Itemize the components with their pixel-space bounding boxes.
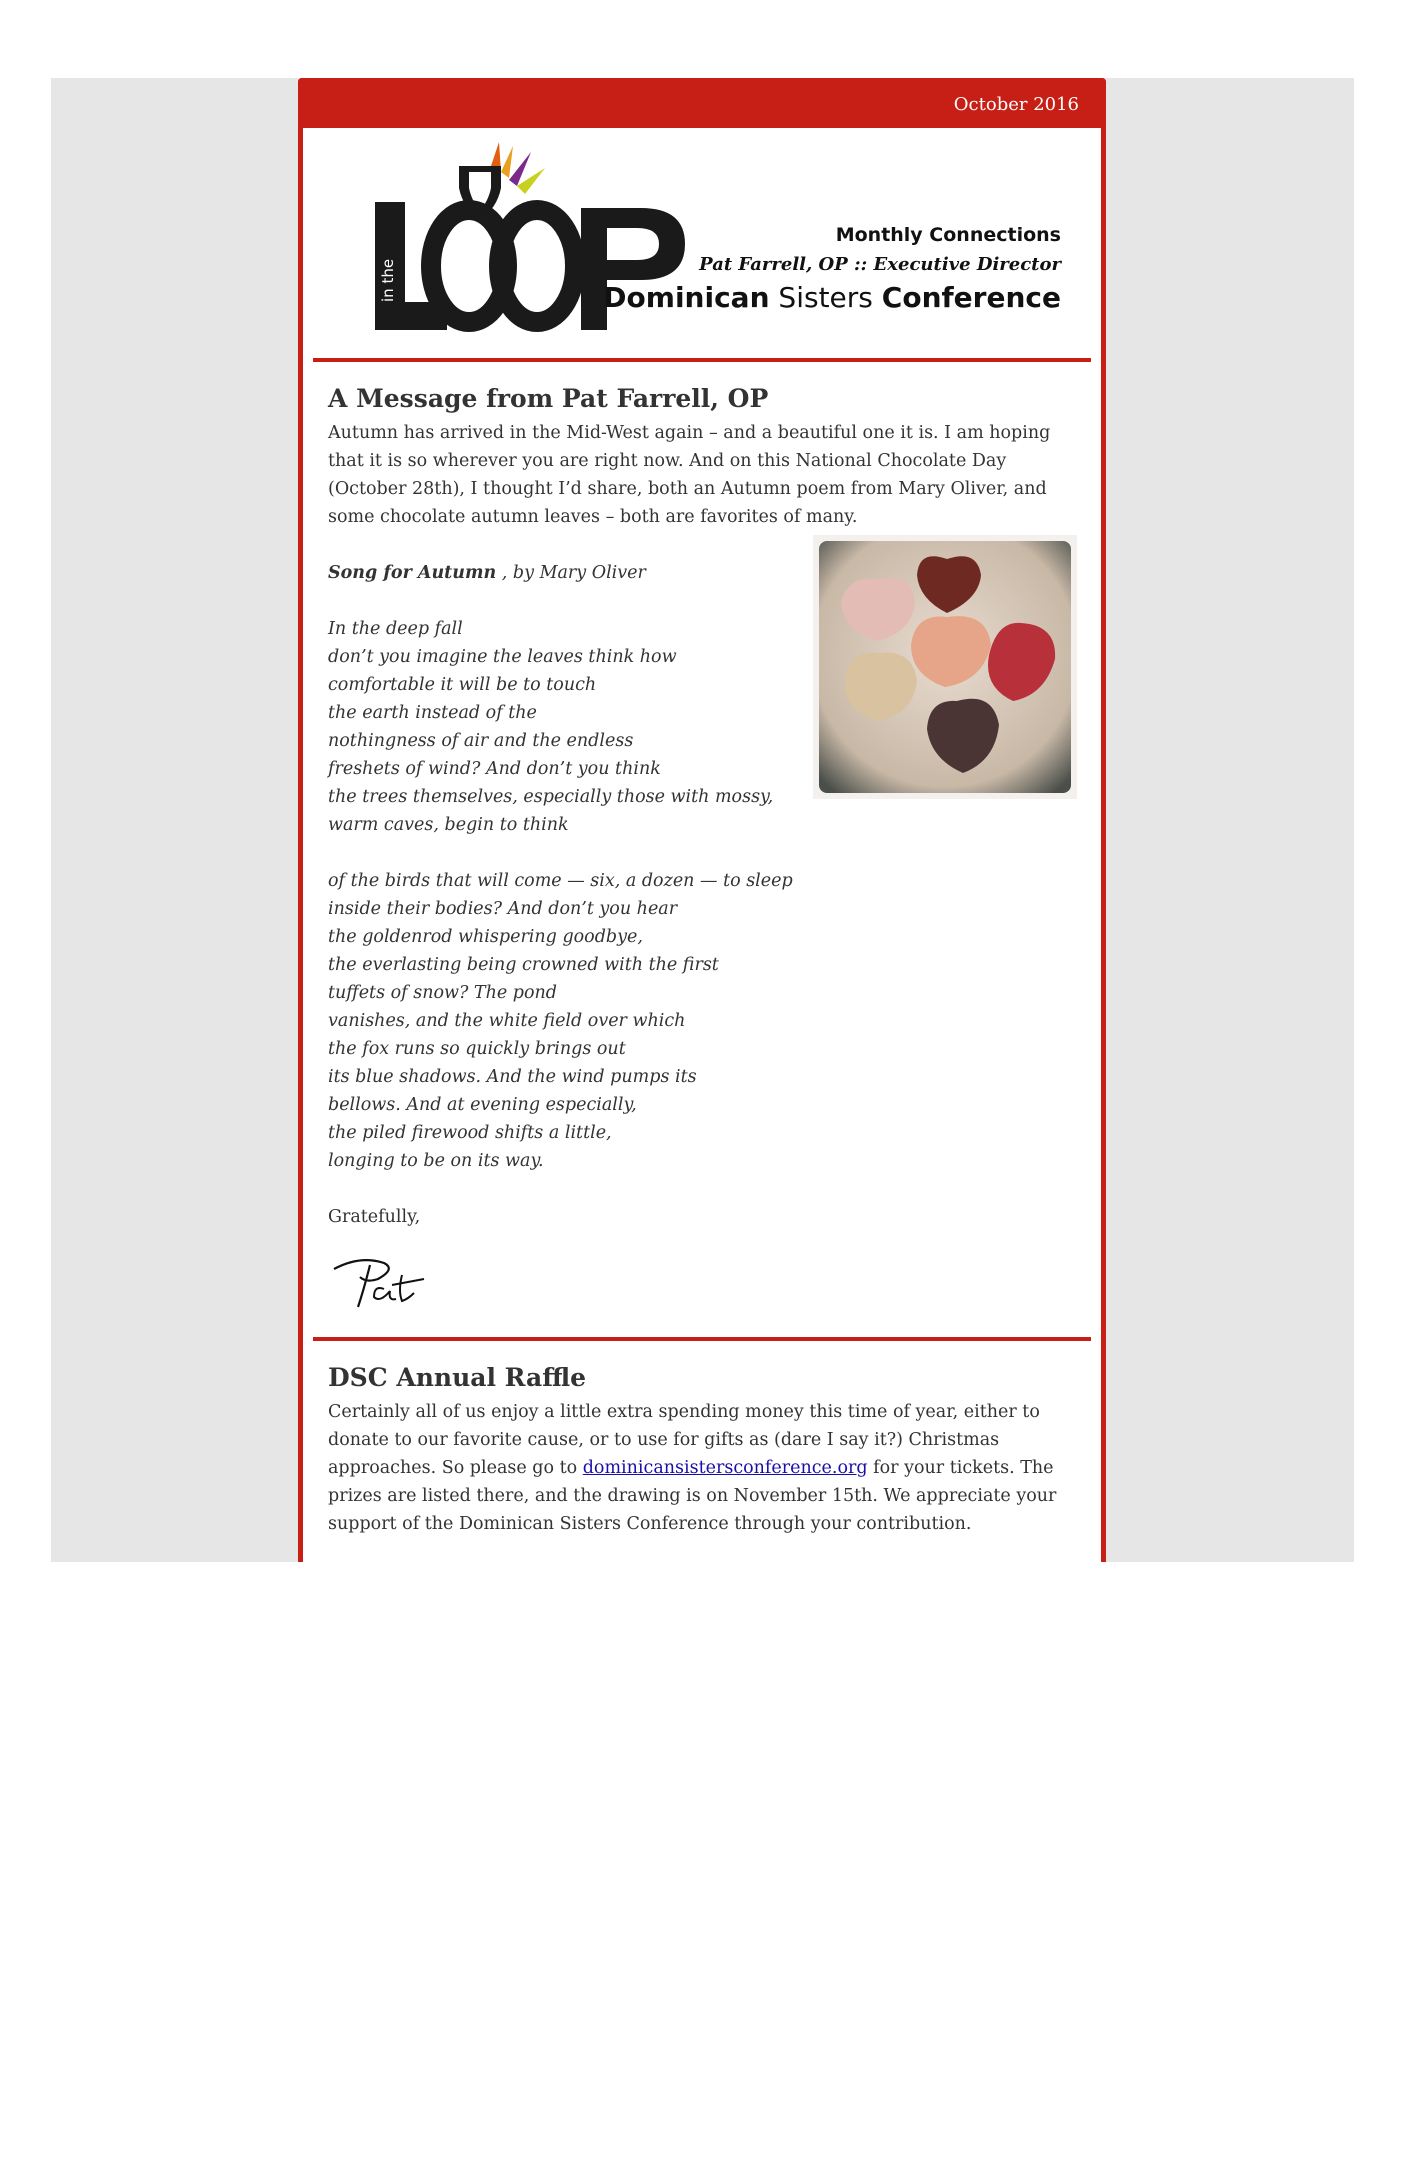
poem-line: of the birds that will come — six, a dozen — to sleep — [328, 871, 793, 891]
poem-line: the goldenrod whispering goodbye, — [328, 927, 643, 947]
poem-stanza-2 — [328, 867, 1077, 1175]
section-divider — [313, 358, 1091, 362]
org-word-1: Dominican — [603, 281, 770, 314]
poem-line: bellows. And at evening especially, — [328, 1095, 637, 1115]
poem-line: the everlasting being crowned with the first — [328, 955, 719, 975]
raffle-text — [328, 1398, 1077, 1538]
svg-text:in the: in the — [379, 258, 397, 302]
poem-line: warm caves, begin to think — [328, 815, 569, 835]
message-intro: Autumn has arrived in the Mid-West again – and a beautiful one it is. I am hoping that it is so wherever you are right now. And on this National Chocolate Day (October 28th), I thought I’d share, both an Autumn poem from Mary Oliver, and some chocolate autumn leaves – both are favorites of many. — [328, 423, 1051, 527]
newsletter-header — [303, 128, 1101, 358]
newsletter-card — [298, 78, 1106, 1562]
poem-line: comfortable it will be to touch — [328, 675, 597, 695]
poem-line: its blue shadows. And the wind pumps its — [328, 1067, 697, 1087]
raffle-link[interactable]: dominicansistersconference.org — [582, 1458, 868, 1478]
org-name — [603, 281, 1061, 314]
message-section — [303, 384, 1101, 1337]
poem-line: nothingness of air and the endless — [328, 731, 634, 751]
chocolate-leaves-photo — [813, 535, 1077, 799]
poem-line: the piled firewood shifts a little, — [328, 1123, 612, 1143]
org-word-3: Conference — [881, 281, 1061, 314]
poem-title: Song for Autumn — [328, 563, 497, 583]
message-title: A Message from Pat Farrell, OP — [328, 384, 769, 413]
poem-line: freshets of wind? And don’t you think — [328, 759, 661, 779]
raffle-text-start: Certainly all of us enjoy a little extra spending money this time of year, either to donate to our favorite cause, or to use for gifts as (dare I say it?) Christmas approaches. So please go to — [328, 1402, 1040, 1478]
monthly-connections: Monthly Connections — [835, 224, 1061, 246]
poem-line: don’t you imagine the leaves think how — [328, 647, 677, 667]
raffle-section — [303, 1363, 1101, 1538]
signature-image — [330, 1249, 430, 1313]
poem-line: the earth instead of the — [328, 703, 537, 723]
raffle-title: DSC Annual Raffle — [328, 1363, 587, 1392]
issue-date: October 2016 — [953, 94, 1079, 115]
poem-line: longing to be on its way. — [328, 1151, 544, 1171]
org-word-2: Sisters — [778, 281, 873, 314]
date-bar — [303, 83, 1101, 128]
poem-line: the fox runs so quickly brings out — [328, 1039, 626, 1059]
poem-line: the trees themselves, especially those with mossy, — [328, 787, 774, 807]
closing-line: Gratefully, — [328, 1207, 421, 1227]
header-text — [603, 224, 1061, 314]
section-divider — [313, 1337, 1091, 1341]
poem-byline: , by Mary Oliver — [496, 563, 646, 583]
poem-line: vanishes, and the white field over which — [328, 1011, 686, 1031]
director-line: Pat Farrell, OP :: Executive Director — [699, 254, 1061, 275]
raffle-text-end: for your tickets. The prizes are listed there, and the drawing is on November 15th. We appreciate your support of the Dominican Sisters Conference through your contribution. — [328, 1458, 1057, 1534]
poem-line: tuffets of snow? The pond — [328, 983, 557, 1003]
poem-line: inside their bodies? And don’t you hear — [328, 899, 678, 919]
poem-line: In the deep fall — [328, 619, 463, 639]
